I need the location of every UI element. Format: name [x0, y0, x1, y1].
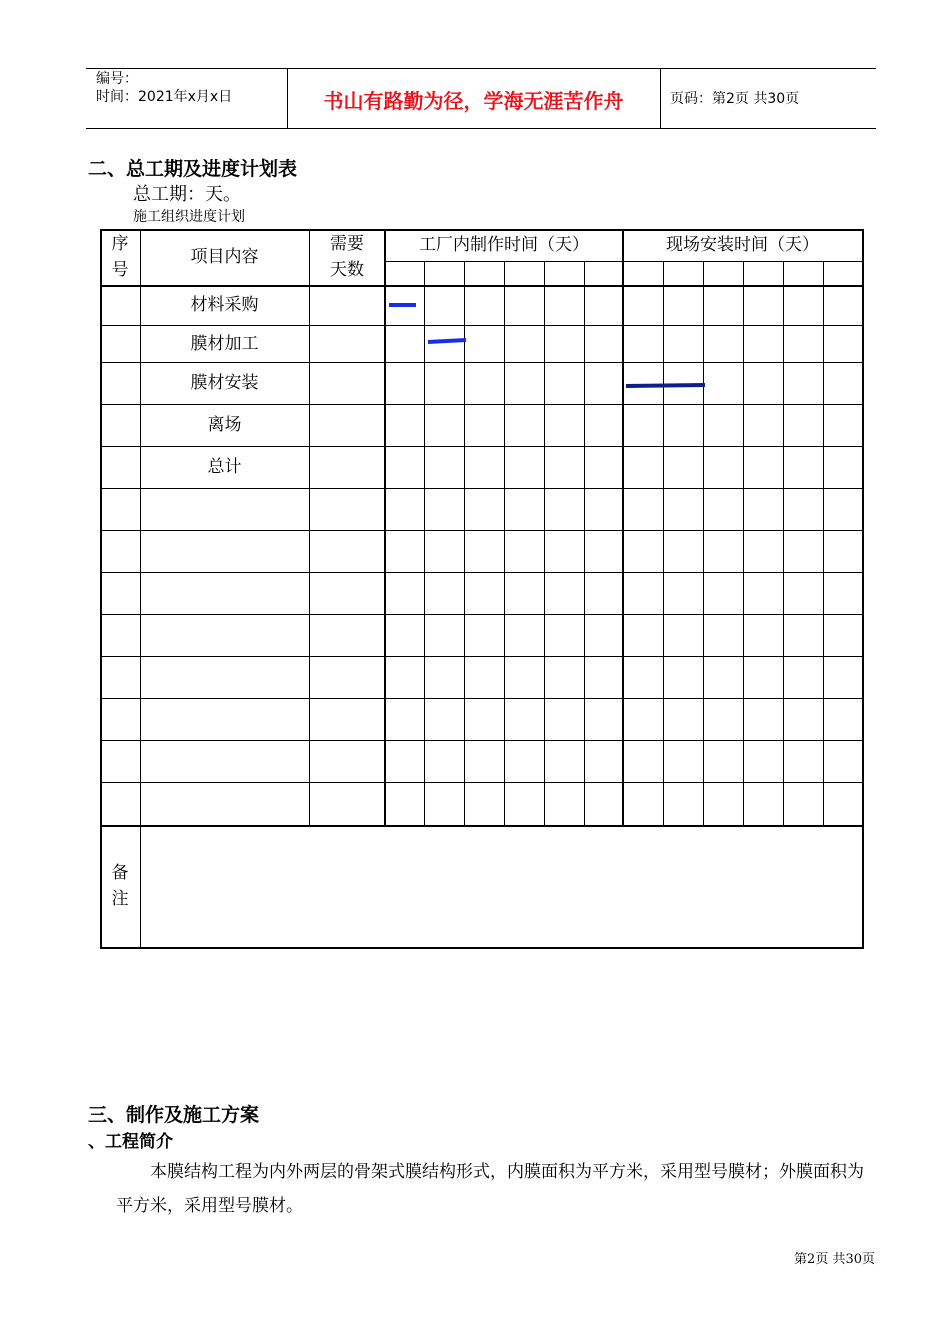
- header-factory-time: 工厂内制作时间（天）: [419, 235, 589, 255]
- page-footer: 第2页 共30页: [794, 1252, 875, 1267]
- section-title: 二、总工期及进度计划表: [88, 158, 298, 180]
- header-item: 项目内容: [190, 247, 259, 267]
- header-time: 时间：2021年x月x日: [96, 89, 233, 105]
- section-title: 三、制作及施工方案: [88, 1104, 260, 1126]
- header-days: 需要 天数: [330, 234, 364, 280]
- gantt-bar: [428, 340, 466, 342]
- row-item-label: 膜材安装: [190, 373, 259, 393]
- total-duration: 总工期：天。: [133, 184, 241, 205]
- remarks-label: 备 注: [111, 863, 129, 909]
- header-site-time: 现场安装时间（天）: [666, 235, 819, 255]
- header-seq: 序 号: [111, 234, 129, 280]
- header-number: 编号：: [96, 71, 138, 87]
- row-item-label: 材料采购: [190, 295, 259, 315]
- project-intro-paragraph: 本膜结构工程为内外两层的骨架式膜结构形式，内膜面积为平方米，采用型号膜材；外膜面积为平方米，采用型号膜材。: [116, 1162, 864, 1216]
- header-page: 页码：第2页 共30页: [670, 91, 800, 107]
- row-item-label: 总计: [207, 457, 242, 477]
- row-item-label: 膜材加工: [190, 333, 259, 354]
- subsection-title: 、工程简介: [88, 1132, 173, 1152]
- gantt-bar: [626, 385, 705, 386]
- plan-caption: 施工组织进度计划: [133, 209, 245, 225]
- header-motto: 书山有路勤为径，学海无涯苦作舟: [323, 89, 624, 113]
- row-item-label: 离场: [207, 415, 242, 435]
